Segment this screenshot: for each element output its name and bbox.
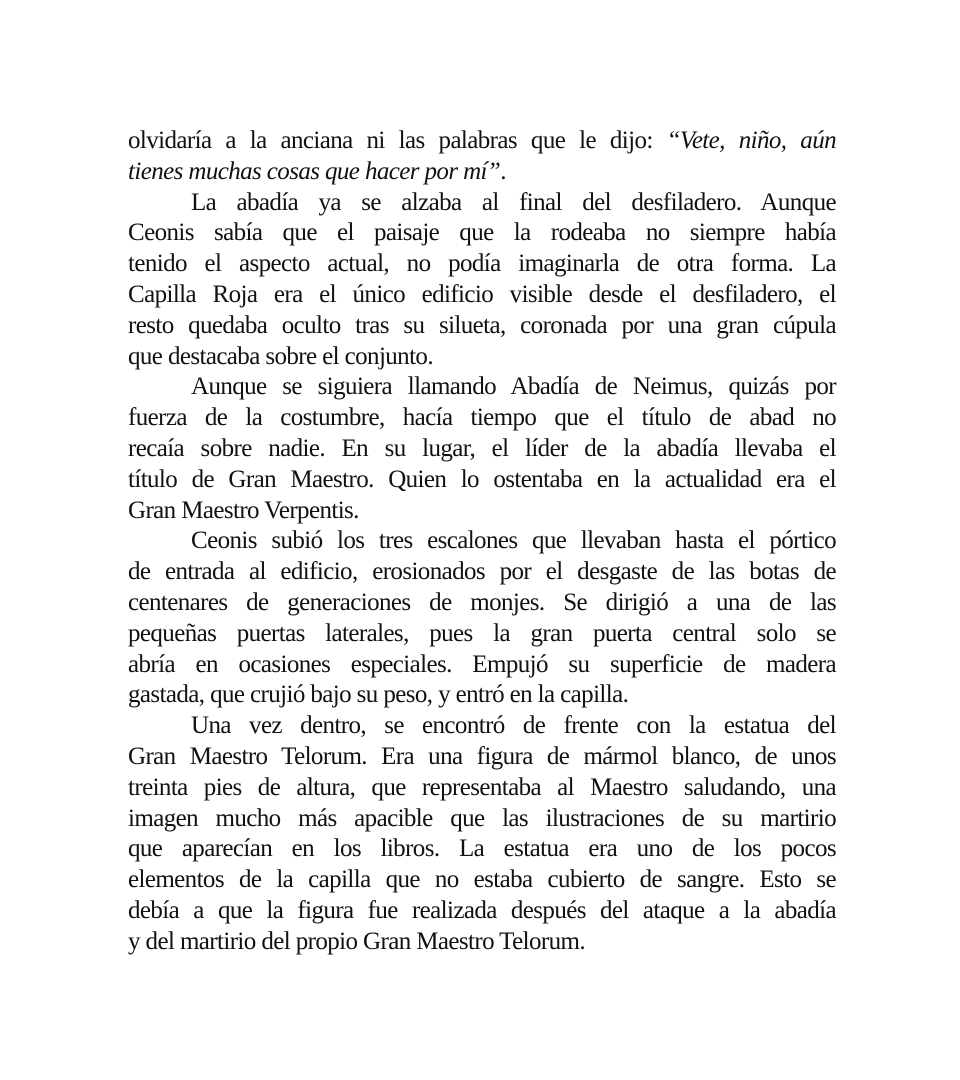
text-line: [128, 680, 836, 711]
text-line: [128, 249, 836, 280]
text-line: [128, 496, 836, 527]
line-text: pequeñas puertas laterales, pues la gran puerta central solo se: [128, 619, 836, 647]
line-text: Una vez dentro, se encontró de frente con la estatua del: [191, 712, 836, 740]
text-line: [128, 865, 836, 896]
italic-quote-text: tienes muchas cosas que hacer por mí”: [128, 157, 501, 185]
line-text: título de Gran Maestro. Quien lo ostentaba en la actualidad era el: [128, 465, 836, 493]
text-line: [128, 711, 836, 742]
line-text: imagen mucho más apacible que las ilustraciones de su martirio: [128, 804, 836, 832]
text-line: [128, 280, 836, 311]
text-line: [128, 342, 836, 373]
text-line: [128, 588, 836, 619]
line-text: olvidaría a la anciana ni las palabras que le dijo:: [128, 127, 667, 154]
line-text: resto quedaba oculto tras su silueta, coronada por una gran cúpula: [128, 311, 836, 339]
line-text: gastada, que crujió bajo su peso, y entró en la capilla.: [128, 681, 629, 709]
line-text: elementos de la capilla que no estaba cubierto de sangre. Esto se: [128, 866, 836, 894]
text-line: [128, 157, 836, 188]
text-line: [128, 742, 836, 773]
line-text: de entrada al edificio, erosionados por el desgaste de las botas de: [128, 558, 836, 586]
line-text: Ceonis subió los tres escalones que llevaban hasta el pórtico: [191, 527, 836, 555]
line-text: fuerza de la costumbre, hacía tiempo que el título de abad no: [128, 404, 836, 432]
text-line: [128, 896, 836, 927]
line-text: Capilla Roja era el único edificio visible desde el desfiladero, el: [128, 280, 836, 308]
line-text: y del martirio del propio Gran Maestro Telorum.: [128, 927, 585, 955]
italic-quote-text: “Vete, niño, aún: [666, 127, 836, 154]
line-text: recaía sobre nadie. En su lugar, el líder de la abadía llevaba el: [128, 434, 836, 462]
text-line: [128, 619, 836, 650]
text-line: [128, 834, 836, 865]
text-line: [128, 218, 836, 249]
document-page: [128, 126, 836, 958]
line-text: que aparecían en los libros. La estatua era uno de los pocos: [128, 835, 836, 863]
text-line: [128, 557, 836, 588]
line-text: centenares de generaciones de monjes. Se dirigió a una de las: [128, 588, 836, 616]
paragraph: [128, 526, 836, 711]
line-text: Gran Maestro Telorum. Era una figura de mármol blanco, de unos: [128, 742, 836, 770]
text-line: [128, 372, 836, 403]
text-line: [128, 188, 836, 219]
line-text: Gran Maestro Verpentis.: [128, 496, 359, 524]
line-text: debía a que la figura fue realizada después del ataque a la abadía: [128, 896, 836, 924]
text-line: [128, 804, 836, 835]
line-text: treinta pies de altura, que representaba al Maestro saludando, una: [128, 773, 836, 801]
paragraph: [128, 372, 836, 526]
text-line: [128, 773, 836, 804]
paragraph: [128, 188, 836, 373]
text-line: [128, 526, 836, 557]
paragraph: [128, 126, 836, 188]
line-text: La abadía ya se alzaba al final del desfiladero. Aunque: [191, 188, 836, 216]
line-text: tenido el aspecto actual, no podía imaginarla de otra forma. La: [128, 250, 836, 278]
line-text: .: [500, 157, 506, 185]
text-line: [128, 403, 836, 434]
text-line: [128, 126, 836, 157]
text-line: [128, 650, 836, 681]
line-text: Ceonis sabía que el paisaje que la rodeaba no siempre había: [128, 219, 836, 247]
line-text: Aunque se siguiera llamando Abadía de Neimus, quizás por: [191, 373, 836, 401]
line-text: que destacaba sobre el conjunto.: [128, 342, 433, 370]
line-text: abría en ocasiones especiales. Empujó su superficie de madera: [128, 650, 836, 678]
text-line: [128, 311, 836, 342]
text-line: [128, 434, 836, 465]
paragraph: [128, 711, 836, 957]
text-line: [128, 465, 836, 496]
text-line: [128, 927, 836, 958]
